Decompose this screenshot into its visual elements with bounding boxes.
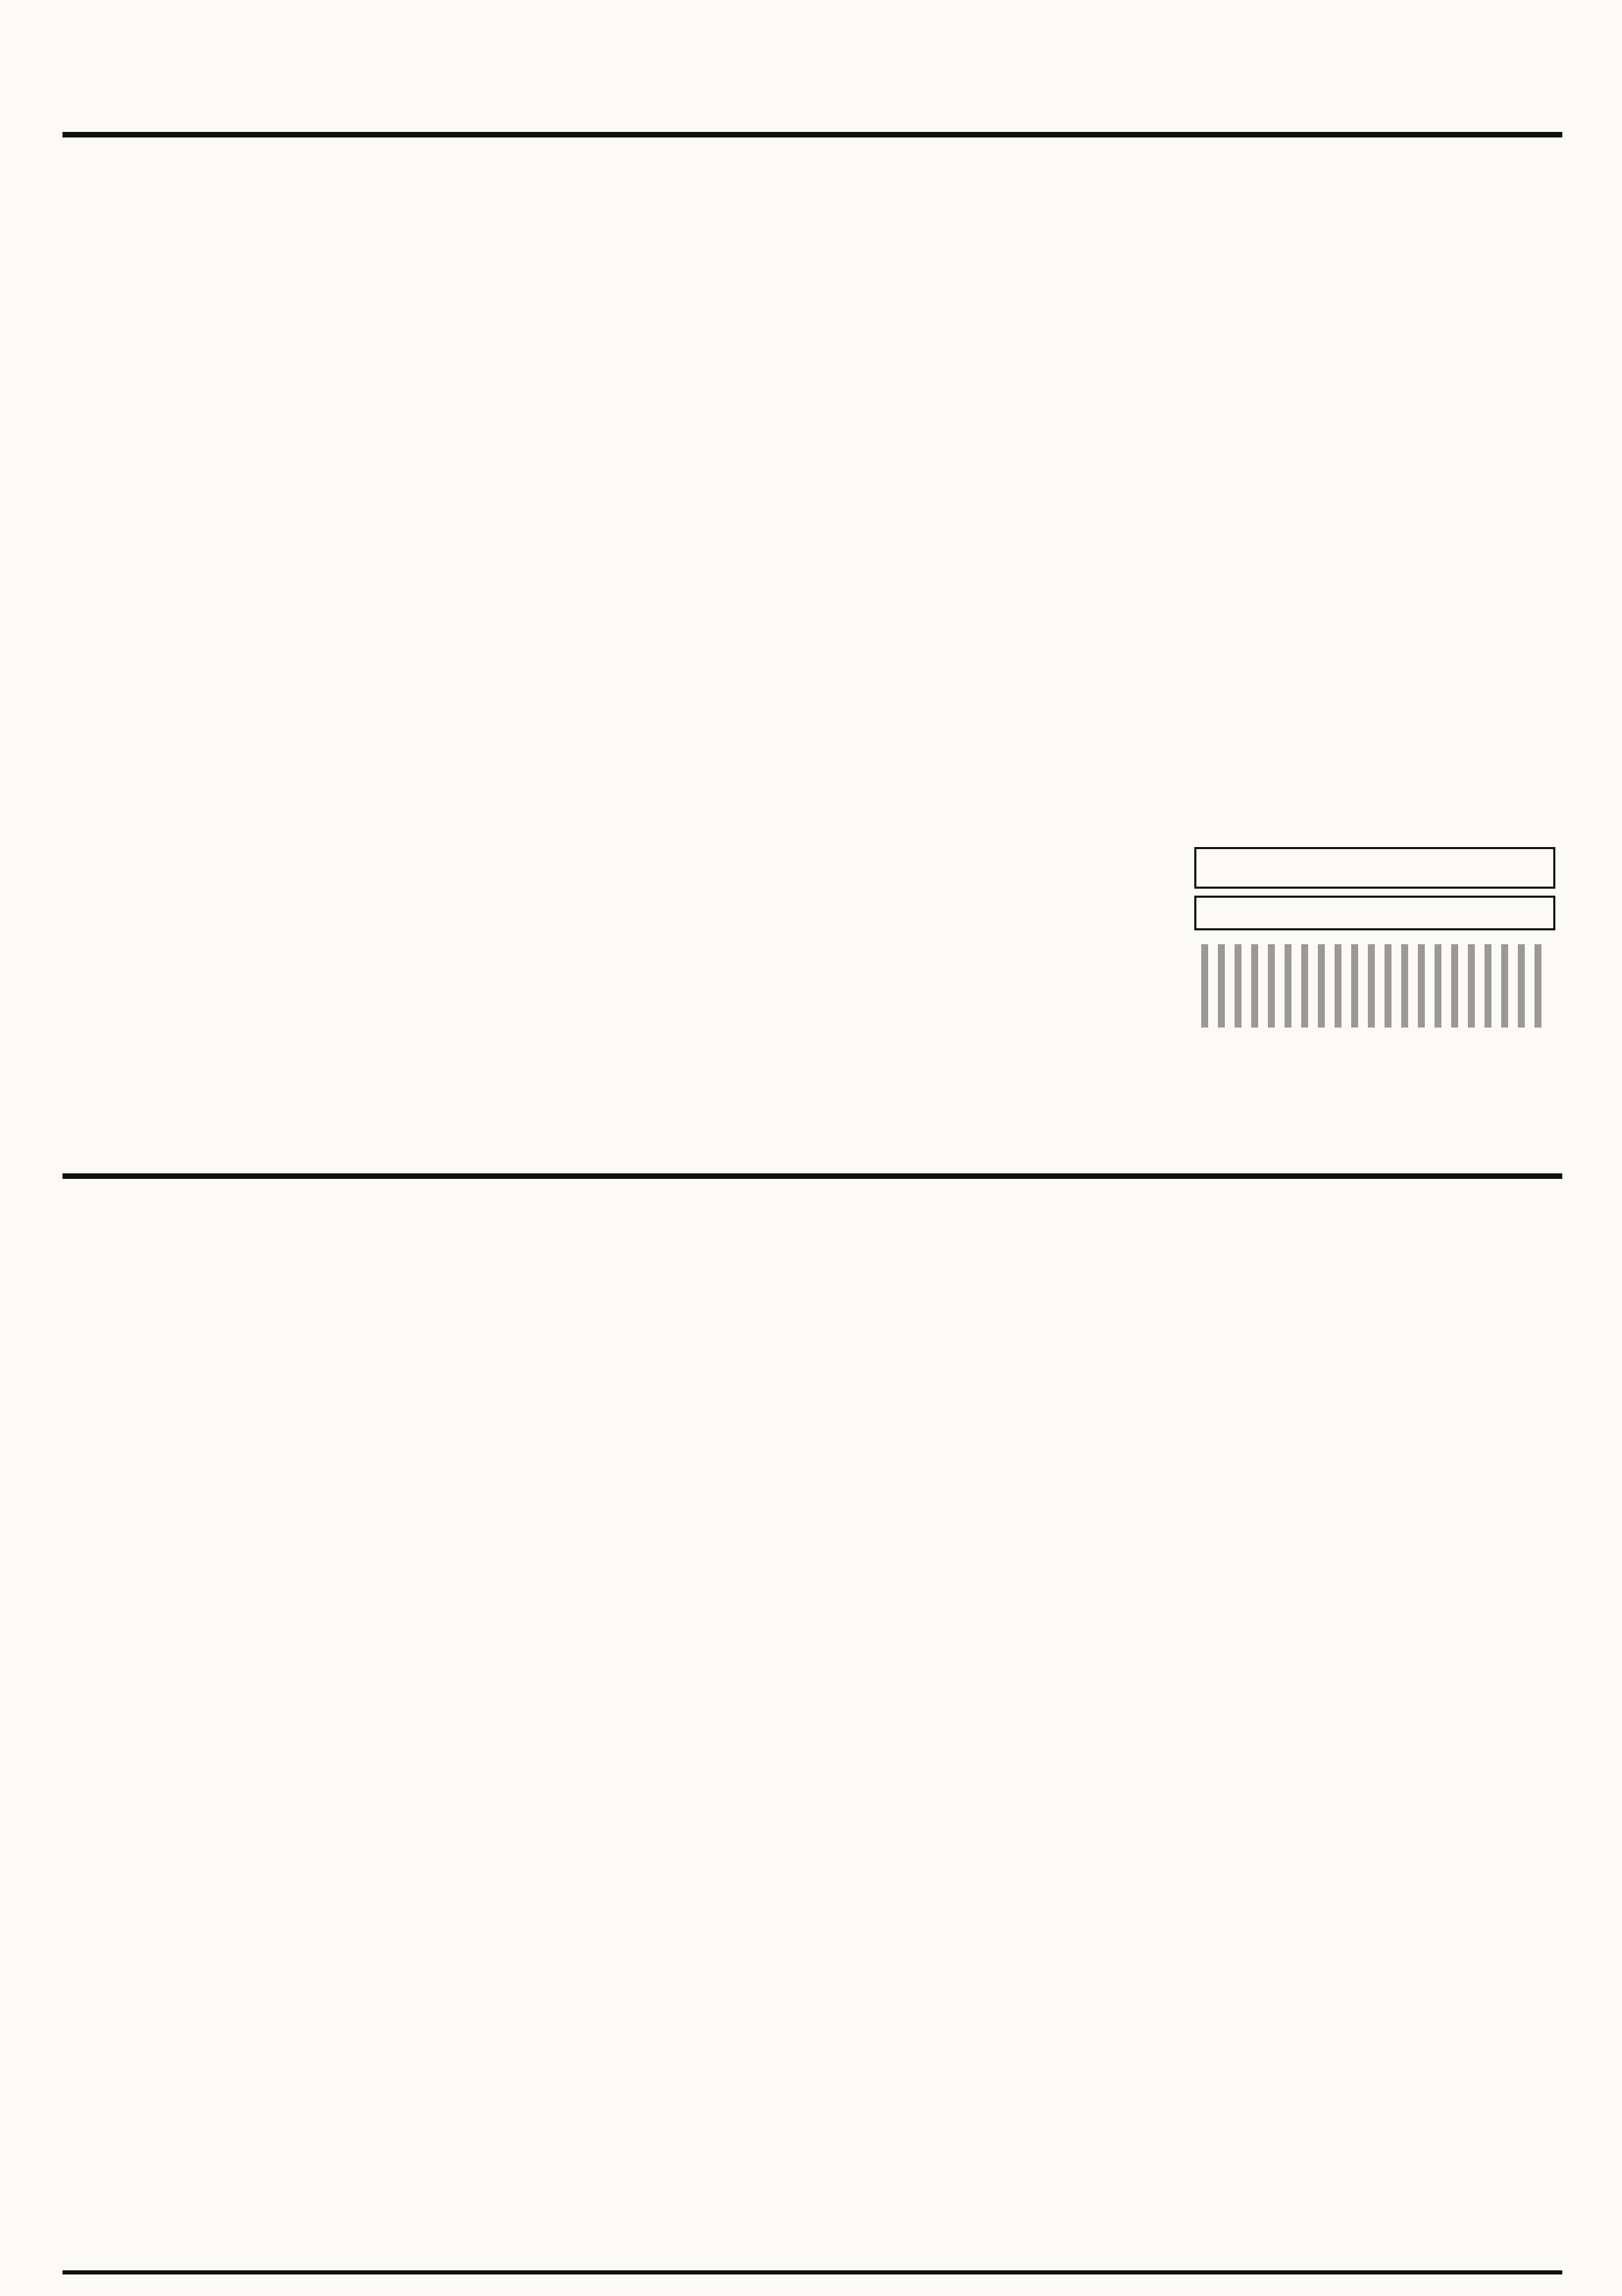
header-rule [62, 132, 1562, 137]
section-divider [62, 1173, 1562, 1179]
page-bottom-rule [62, 2270, 1562, 2274]
masthead [1180, 146, 1562, 1041]
price-table-label [1194, 896, 1555, 930]
header-paper-name [750, 83, 889, 125]
price-table [1201, 944, 1548, 1028]
issue-date [1069, 83, 1555, 125]
issue-number [1194, 847, 1555, 889]
header-page-label [76, 83, 187, 125]
header-weekday [333, 83, 444, 125]
